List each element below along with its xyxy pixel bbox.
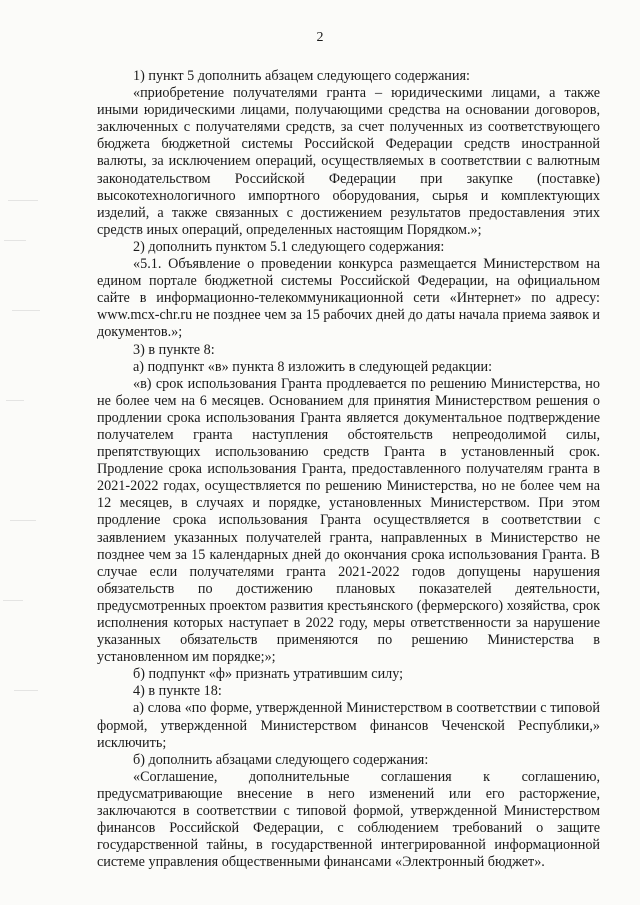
document-body — [97, 68, 600, 871]
paragraph-item-4-a: а) слова «по форме, утвержденной Министерством в соответствии с типовой формой, утвержденной Министерством финансов Чеченской Республики,» исключить; — [97, 700, 600, 751]
paragraph-item-2: 2) дополнить пунктом 5.1 следующего содержания: — [133, 238, 445, 255]
paragraph-item-3: 3) в пункте 8: — [133, 341, 215, 358]
paragraph-item-1: 1) пункт 5 дополнить абзацем следующего содержания: — [133, 68, 470, 84]
paragraph-subitem-a-text: «в) срок использования Гранта продлевается по решению Министерства, но не более чем на 6 месяцев. Основанием для принятия Министерством решения о продлении срока использования Гранта является документальное подтверждение получателем гранта наступления обстоятельств непреодолимой силы, препятствующих использованию средств Гранта в установленный срок. Продление срока использования Гранта, предоставленного получателям гранта в 2021-2022 годах, осуществляется по решению Министерства, но не более чем на 12 месяцев, в случаях и порядке, установленных Министерством. При этом продление срока использования Гранта осуществляется в соответствии с заявлением указанных получателей гранта, направленных в Министерство не позднее чем за 15 календарных дней до окончания срока использования Гранта. В случае если получателями гранта 2021-2022 годов допущены нарушения обязательств по достижению плановых показателей деятельности, предусмотренных проектом развития крестьянского (фермерского) хозяйства, срок исполнения которых наступает в 2022 году, меры ответственности за нарушение указанных обязательств применяются по решению Министерства в установленном им порядке;»; — [97, 375, 600, 666]
paragraph-item-2-text: «5.1. Объявление о проведении конкурса размещается Министерством на едином портале бюджетной системы Российской Федерации, на официальном сайте в информационно-телекоммуникационной сети «Интернет» по адресу: www.mcx-chr.ru не позднее чем за 15 рабочих дней до даты начала приема заявок и документов.»; — [97, 256, 600, 341]
paragraph-subitem-b: б) подпункт «ф» признать утратившим силу; — [133, 666, 404, 683]
paragraph-item-4-b: б) дополнить абзацами следующего содержания: — [133, 751, 429, 768]
paragraph-item-1-text: «приобретение получателями гранта – юридическими лицами, а также иными юридическими лицами, получающими средства на основании договоров, заключенных с получателями средств, за счет полученных из соответствующего бюджета бюджетной системы Российской Федерации средств иностранной валюты, за исключением операций, осуществляемых в соответствии с валютным законодательством Российской Федерации при закупке (поставке) высокотехнологичного импортного оборудования, сырья и комплектующих изделий, а также связанных с достижением результатов предоставления этих средств иных операций, определенных настоящим Порядком.»; — [97, 85, 600, 238]
scan-margin-shadow — [0, 180, 50, 780]
paragraph-item-4: 4) в пункте 18: — [133, 683, 222, 700]
paragraph-item-4-b-text: «Соглашение, дополнительные соглашения к соглашению, предусматривающие внесение в него изменений или его расторжение, заключаются в соответствии с типовой формой, утвержденной Министерством финансов Российской Федерации, с соблюдением требований о защите государственной тайны, в государственной интегрированной информационной системе управления общественными финансами «Электронный бюджет». — [97, 768, 600, 871]
paragraph-subitem-a: а) подпункт «в» пункта 8 изложить в следующей редакции: — [133, 358, 493, 375]
page-number: 2 — [316, 30, 324, 45]
